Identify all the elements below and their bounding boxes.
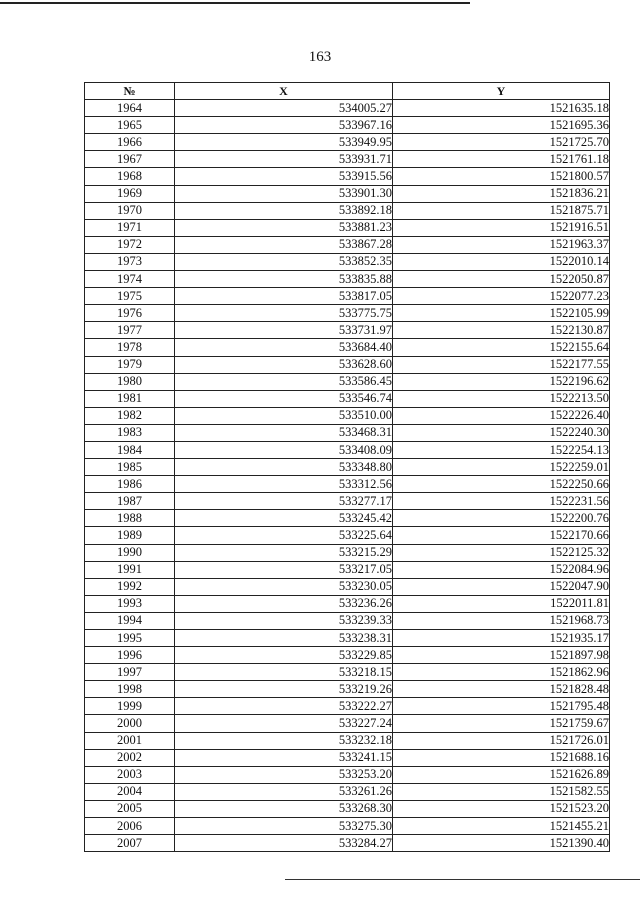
cell-x: 533275.30 [175, 818, 393, 835]
cell-x: 533219.26 [175, 681, 393, 698]
cell-x: 533241.15 [175, 749, 393, 766]
cell-x: 533931.71 [175, 151, 393, 168]
cell-y: 1522250.66 [393, 476, 610, 493]
cell-x: 533268.30 [175, 800, 393, 817]
table-row [85, 322, 610, 339]
table-row [85, 595, 610, 612]
cell-number: 1970 [85, 202, 175, 219]
cell-x: 533218.15 [175, 664, 393, 681]
header-number: № [85, 83, 175, 100]
cell-y: 1522196.62 [393, 373, 610, 390]
table-row [85, 664, 610, 681]
table-row [85, 305, 610, 322]
cell-y: 1521761.18 [393, 151, 610, 168]
cell-number: 1990 [85, 544, 175, 561]
cell-number: 2002 [85, 749, 175, 766]
cell-number: 1974 [85, 271, 175, 288]
cell-x: 533253.20 [175, 766, 393, 783]
cell-y: 1521725.70 [393, 134, 610, 151]
table-row [85, 168, 610, 185]
cell-x: 533468.31 [175, 424, 393, 441]
cell-number: 2000 [85, 715, 175, 732]
cell-y: 1522077.23 [393, 288, 610, 305]
cell-number: 1983 [85, 424, 175, 441]
cell-number: 1992 [85, 578, 175, 595]
cell-x: 533852.35 [175, 253, 393, 270]
cell-number: 1999 [85, 698, 175, 715]
cell-x: 533348.80 [175, 459, 393, 476]
cell-y: 1522254.13 [393, 441, 610, 458]
table-row [85, 561, 610, 578]
cell-number: 1977 [85, 322, 175, 339]
cell-y: 1521875.71 [393, 202, 610, 219]
table-row [85, 749, 610, 766]
table-row [85, 647, 610, 664]
cell-number: 1986 [85, 476, 175, 493]
page-number: 163 [308, 49, 332, 65]
table-row [85, 441, 610, 458]
cell-x: 533261.26 [175, 783, 393, 800]
cell-y: 1522105.99 [393, 305, 610, 322]
table-row [85, 185, 610, 202]
cell-number: 1979 [85, 356, 175, 373]
cell-number: 1976 [85, 305, 175, 322]
cell-x: 533731.97 [175, 322, 393, 339]
cell-y: 1521695.36 [393, 117, 610, 134]
cell-y: 1522011.81 [393, 595, 610, 612]
table-row [85, 527, 610, 544]
table-row [85, 800, 610, 817]
table-row [85, 424, 610, 441]
cell-x: 533222.27 [175, 698, 393, 715]
cell-x: 533949.95 [175, 134, 393, 151]
table-row [85, 681, 610, 698]
cell-y: 1522200.76 [393, 510, 610, 527]
cell-x: 533546.74 [175, 390, 393, 407]
cell-y: 1521795.48 [393, 698, 610, 715]
cell-x: 533236.26 [175, 595, 393, 612]
cell-y: 1522240.30 [393, 424, 610, 441]
top-rule [0, 2, 470, 4]
cell-y: 1522047.90 [393, 578, 610, 595]
coordinates-table [84, 82, 610, 852]
bottom-rule [285, 879, 640, 880]
table-row [85, 510, 610, 527]
cell-x: 533217.05 [175, 561, 393, 578]
cell-y: 1522226.40 [393, 407, 610, 424]
cell-number: 1991 [85, 561, 175, 578]
cell-x: 533232.18 [175, 732, 393, 749]
table-row [85, 219, 610, 236]
cell-number: 1980 [85, 373, 175, 390]
cell-x: 533628.60 [175, 356, 393, 373]
table-row [85, 493, 610, 510]
cell-x: 533312.56 [175, 476, 393, 493]
cell-x: 533586.45 [175, 373, 393, 390]
cell-x: 533229.85 [175, 647, 393, 664]
cell-y: 1521836.21 [393, 185, 610, 202]
cell-x: 533901.30 [175, 185, 393, 202]
cell-number: 1966 [85, 134, 175, 151]
cell-y: 1521726.01 [393, 732, 610, 749]
cell-x: 533277.17 [175, 493, 393, 510]
cell-number: 1982 [85, 407, 175, 424]
cell-x: 533408.09 [175, 441, 393, 458]
cell-x: 533892.18 [175, 202, 393, 219]
table-row [85, 407, 610, 424]
cell-number: 1969 [85, 185, 175, 202]
table-row [85, 339, 610, 356]
header-y: Y [393, 83, 610, 100]
table-row [85, 253, 610, 270]
table-row [85, 151, 610, 168]
cell-number: 1975 [85, 288, 175, 305]
cell-y: 1521688.16 [393, 749, 610, 766]
cell-y: 1521897.98 [393, 647, 610, 664]
table-row [85, 783, 610, 800]
cell-y: 1521635.18 [393, 100, 610, 117]
table-row [85, 117, 610, 134]
cell-y: 1521968.73 [393, 612, 610, 629]
cell-x: 533775.75 [175, 305, 393, 322]
cell-x: 534005.27 [175, 100, 393, 117]
cell-y: 1521828.48 [393, 681, 610, 698]
cell-number: 1997 [85, 664, 175, 681]
cell-y: 1522010.14 [393, 253, 610, 270]
cell-x: 533245.42 [175, 510, 393, 527]
cell-number: 1993 [85, 595, 175, 612]
cell-y: 1521455.21 [393, 818, 610, 835]
cell-y: 1522177.55 [393, 356, 610, 373]
table-row [85, 766, 610, 783]
cell-number: 1968 [85, 168, 175, 185]
table-row [85, 459, 610, 476]
cell-x: 533284.27 [175, 835, 393, 852]
cell-x: 533225.64 [175, 527, 393, 544]
cell-number: 1965 [85, 117, 175, 134]
cell-y: 1522213.50 [393, 390, 610, 407]
cell-x: 533239.33 [175, 612, 393, 629]
cell-y: 1521390.40 [393, 835, 610, 852]
cell-y: 1522125.32 [393, 544, 610, 561]
cell-number: 1967 [85, 151, 175, 168]
cell-number: 1987 [85, 493, 175, 510]
cell-number: 1985 [85, 459, 175, 476]
cell-y: 1522231.56 [393, 493, 610, 510]
table-row [85, 373, 610, 390]
cell-number: 1984 [85, 441, 175, 458]
cell-x: 533230.05 [175, 578, 393, 595]
table-row [85, 288, 610, 305]
cell-y: 1521935.17 [393, 630, 610, 647]
cell-y: 1521523.20 [393, 800, 610, 817]
cell-number: 2001 [85, 732, 175, 749]
table-row [85, 356, 610, 373]
cell-number: 1978 [85, 339, 175, 356]
cell-number: 1973 [85, 253, 175, 270]
table-row [85, 732, 610, 749]
cell-y: 1521759.67 [393, 715, 610, 732]
cell-number: 1994 [85, 612, 175, 629]
cell-number: 1989 [85, 527, 175, 544]
table-row [85, 835, 610, 852]
cell-number: 1996 [85, 647, 175, 664]
cell-y: 1521582.55 [393, 783, 610, 800]
cell-y: 1521862.96 [393, 664, 610, 681]
table-row [85, 715, 610, 732]
cell-y: 1522170.66 [393, 527, 610, 544]
cell-number: 1972 [85, 236, 175, 253]
table-row [85, 134, 610, 151]
cell-x: 533881.23 [175, 219, 393, 236]
table-row [85, 390, 610, 407]
table-header-row [85, 83, 610, 100]
table-row [85, 818, 610, 835]
cell-number: 1964 [85, 100, 175, 117]
cell-number: 2005 [85, 800, 175, 817]
cell-x: 533684.40 [175, 339, 393, 356]
table-body [85, 100, 610, 852]
table-row [85, 100, 610, 117]
cell-number: 1995 [85, 630, 175, 647]
cell-x: 533510.00 [175, 407, 393, 424]
cell-y: 1521800.57 [393, 168, 610, 185]
cell-number: 2004 [85, 783, 175, 800]
cell-number: 1988 [85, 510, 175, 527]
cell-number: 2006 [85, 818, 175, 835]
cell-y: 1522130.87 [393, 322, 610, 339]
cell-x: 533835.88 [175, 271, 393, 288]
cell-x: 533967.16 [175, 117, 393, 134]
cell-y: 1521963.37 [393, 236, 610, 253]
table-row [85, 698, 610, 715]
cell-x: 533227.24 [175, 715, 393, 732]
cell-number: 1998 [85, 681, 175, 698]
cell-number: 2003 [85, 766, 175, 783]
table-row [85, 544, 610, 561]
cell-number: 1981 [85, 390, 175, 407]
cell-number: 2007 [85, 835, 175, 852]
cell-y: 1521916.51 [393, 219, 610, 236]
cell-y: 1522259.01 [393, 459, 610, 476]
cell-y: 1522050.87 [393, 271, 610, 288]
table-row [85, 271, 610, 288]
table-row [85, 630, 610, 647]
table-row [85, 476, 610, 493]
table-row [85, 202, 610, 219]
cell-x: 533915.56 [175, 168, 393, 185]
cell-y: 1521626.89 [393, 766, 610, 783]
cell-number: 1971 [85, 219, 175, 236]
cell-x: 533817.05 [175, 288, 393, 305]
cell-y: 1522155.64 [393, 339, 610, 356]
table-row [85, 578, 610, 595]
cell-y: 1522084.96 [393, 561, 610, 578]
cell-x: 533238.31 [175, 630, 393, 647]
table-row [85, 236, 610, 253]
cell-x: 533867.28 [175, 236, 393, 253]
header-x: X [175, 83, 393, 100]
cell-x: 533215.29 [175, 544, 393, 561]
table-row [85, 612, 610, 629]
